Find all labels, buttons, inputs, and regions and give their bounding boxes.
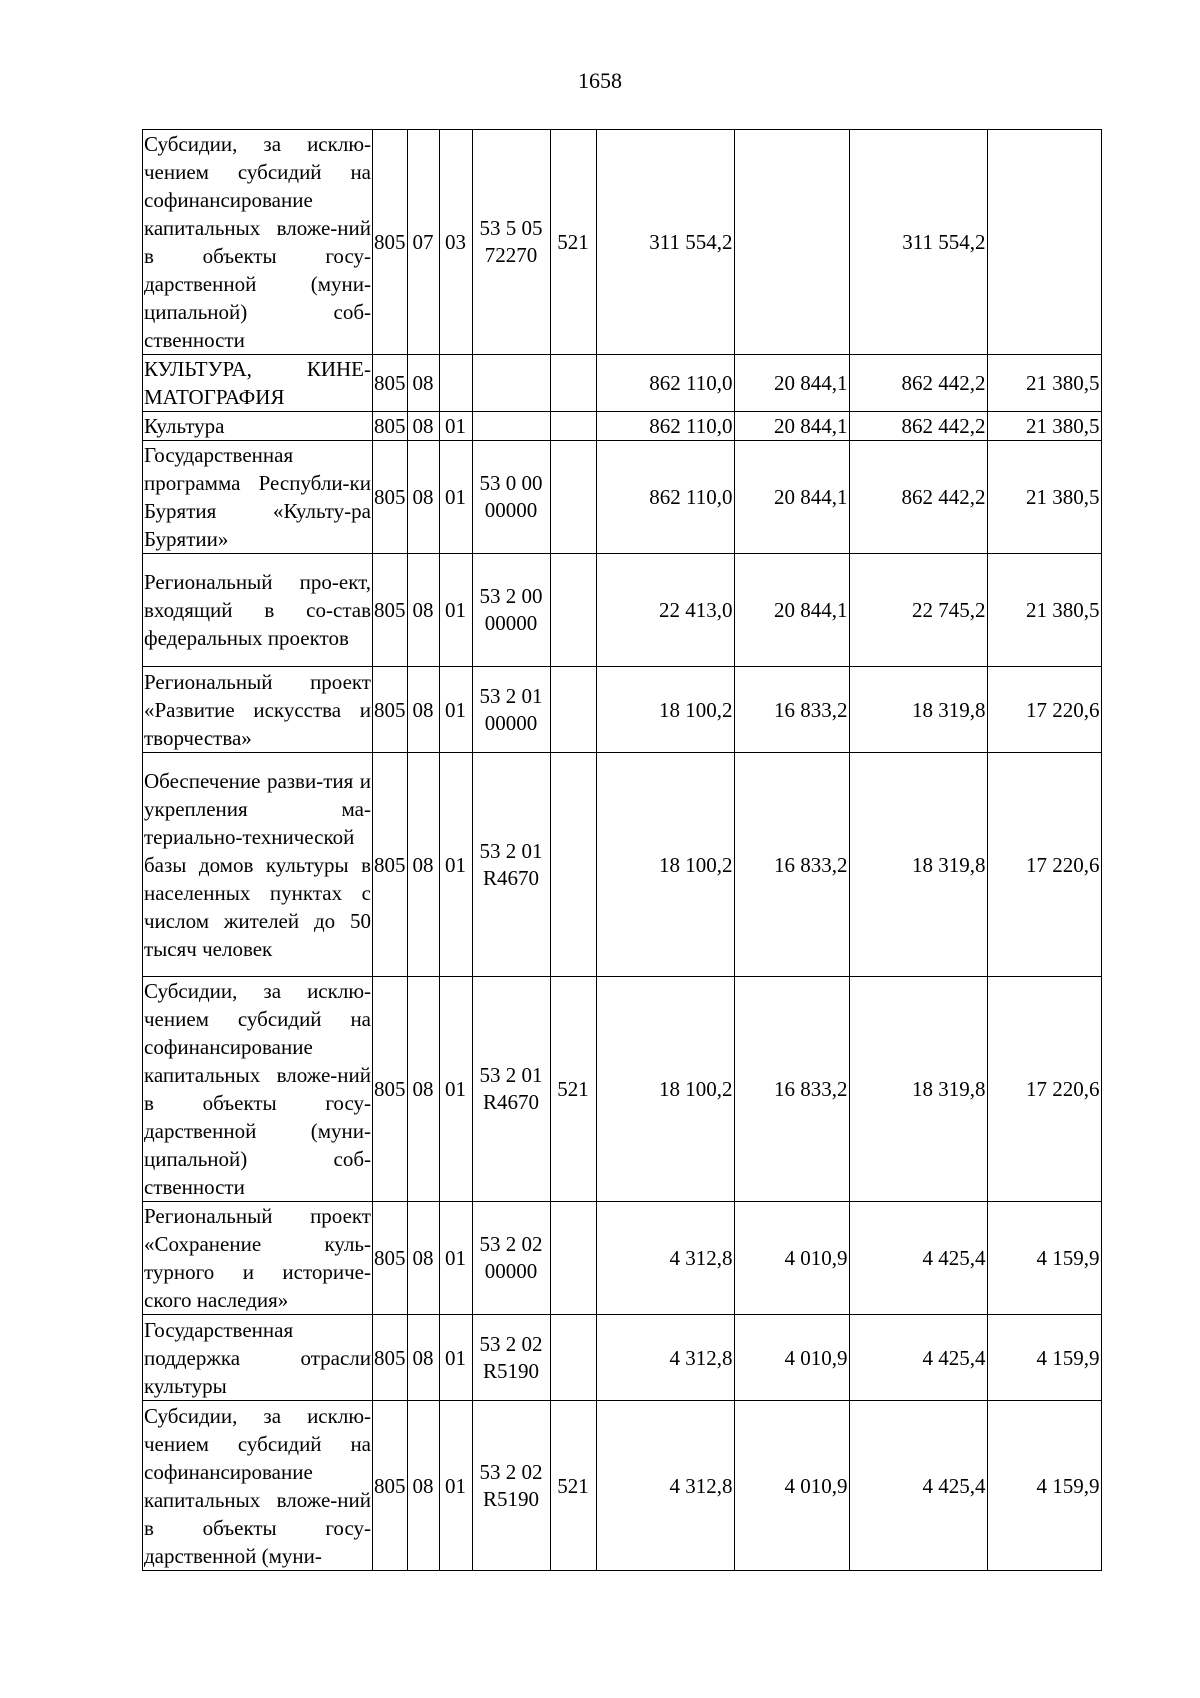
sum-2: 16 833,2 [734,753,849,977]
sum-2: 4 010,9 [734,1202,849,1315]
gr-code: 805 [373,977,408,1202]
sum-2: 20 844,1 [734,441,849,554]
csr-code: 53 2 02 R5190 [472,1401,550,1571]
rz-code: 08 [407,977,439,1202]
gr-code: 805 [373,355,408,412]
sum-4: 17 220,6 [987,753,1101,977]
row-name: Субсидии, за исклю-чением субсидий на софинансирование капитальных вложе-ний в объекты госу-дарственной (муни-ципальной) соб-ственности [143,977,373,1202]
row-name: Региональный проект «Развитие искусства и творчества» [143,667,373,753]
pr-code: 01 [439,412,472,441]
vr-code [550,753,596,977]
pr-code [439,355,472,412]
gr-code: 805 [373,1401,408,1571]
sum-1: 18 100,2 [596,753,734,977]
row-name: КУЛЬТУРА, КИНЕ-МАТОГРАФИЯ [143,355,373,412]
pr-code: 01 [439,667,472,753]
sum-3: 18 319,8 [849,753,987,977]
sum-2: 4 010,9 [734,1315,849,1401]
sum-3: 862 442,2 [849,355,987,412]
sum-3: 862 442,2 [849,441,987,554]
row-name: Региональный проект «Сохранение куль-турного и историче-ского наследия» [143,1202,373,1315]
table-row [143,441,1102,554]
rz-code: 08 [407,554,439,667]
sum-2: 20 844,1 [734,355,849,412]
rz-code: 07 [407,130,439,355]
vr-code [550,1315,596,1401]
csr-code: 53 2 01 R4670 [472,753,550,977]
table-row [143,554,1102,667]
vr-code [550,1202,596,1315]
pr-code: 01 [439,977,472,1202]
sum-3: 862 442,2 [849,412,987,441]
gr-code: 805 [373,441,408,554]
sum-3: 4 425,4 [849,1315,987,1401]
pr-code: 01 [439,441,472,554]
sum-4: 21 380,5 [987,441,1101,554]
sum-3: 311 554,2 [849,130,987,355]
table-row [143,355,1102,412]
sum-1: 18 100,2 [596,667,734,753]
row-name: Обеспечение разви-тия и укрепления ма-териально-технической базы домов культуры в населенных пунктах с числом жителей до 50 тысяч человек [143,753,373,977]
vr-code [550,441,596,554]
sum-1: 4 312,8 [596,1315,734,1401]
sum-4: 17 220,6 [987,977,1101,1202]
vr-code: 521 [550,130,596,355]
page-number: 1658 [578,68,622,93]
gr-code: 805 [373,412,408,441]
sum-1: 311 554,2 [596,130,734,355]
rz-code: 08 [407,1315,439,1401]
sum-3: 4 425,4 [849,1401,987,1571]
vr-code: 521 [550,1401,596,1571]
sum-1: 4 312,8 [596,1401,734,1571]
sum-1: 862 110,0 [596,355,734,412]
sum-4: 21 380,5 [987,355,1101,412]
table-row [143,412,1102,441]
row-name: Государственная поддержка отрасли культуры [143,1315,373,1401]
gr-code: 805 [373,667,408,753]
row-name: Государственная программа Республи-ки Бурятия «Культу-ра Бурятии» [143,441,373,554]
gr-code: 805 [373,1202,408,1315]
row-name: Субсидии, за исклю-чением субсидий на софинансирование капитальных вложе-ний в объекты госу-дарственной (муни-ципальной) соб-ственности [143,130,373,355]
rz-code: 08 [407,667,439,753]
csr-code [472,355,550,412]
row-name: Субсидии, за исклю-чением субсидий на софинансирование капитальных вложе-ний в объекты госу-дарственной (муни- [143,1401,373,1571]
gr-code: 805 [373,130,408,355]
sum-4: 4 159,9 [987,1315,1101,1401]
table-row [143,753,1102,977]
sum-2: 20 844,1 [734,412,849,441]
table-row [143,1401,1102,1571]
sum-4: 4 159,9 [987,1202,1101,1315]
sum-4: 4 159,9 [987,1401,1101,1571]
csr-code: 53 2 01 R4670 [472,977,550,1202]
rz-code: 08 [407,412,439,441]
pr-code: 01 [439,554,472,667]
sum-2: 16 833,2 [734,667,849,753]
sum-3: 18 319,8 [849,667,987,753]
sum-2: 16 833,2 [734,977,849,1202]
vr-code: 521 [550,977,596,1202]
gr-code: 805 [373,1315,408,1401]
table-row [143,130,1102,355]
rz-code: 08 [407,1202,439,1315]
sum-3: 22 745,2 [849,554,987,667]
rz-code: 08 [407,1401,439,1571]
row-name: Региональный про-ект, входящий в со-став федеральных проектов [143,554,373,667]
pr-code: 01 [439,1202,472,1315]
csr-code: 53 5 05 72270 [472,130,550,355]
budget-table [142,129,1102,1571]
table-row [143,1315,1102,1401]
csr-code: 53 2 02 R5190 [472,1315,550,1401]
sum-1: 862 110,0 [596,412,734,441]
rz-code: 08 [407,355,439,412]
sum-2: 4 010,9 [734,1401,849,1571]
sum-1: 862 110,0 [596,441,734,554]
gr-code: 805 [373,554,408,667]
sum-4: 21 380,5 [987,554,1101,667]
pr-code: 01 [439,1315,472,1401]
gr-code: 805 [373,753,408,977]
csr-code: 53 0 00 00000 [472,441,550,554]
sum-4: 21 380,5 [987,412,1101,441]
vr-code [550,412,596,441]
pr-code: 01 [439,1401,472,1571]
sum-4 [987,130,1101,355]
vr-code [550,355,596,412]
table-row [143,667,1102,753]
vr-code [550,554,596,667]
csr-code [472,412,550,441]
csr-code: 53 2 00 00000 [472,554,550,667]
row-name: Культура [143,412,373,441]
table-row [143,977,1102,1202]
sum-3: 18 319,8 [849,977,987,1202]
sum-1: 4 312,8 [596,1202,734,1315]
sum-4: 17 220,6 [987,667,1101,753]
vr-code [550,667,596,753]
pr-code: 03 [439,130,472,355]
sum-1: 22 413,0 [596,554,734,667]
table-row [143,1202,1102,1315]
csr-code: 53 2 01 00000 [472,667,550,753]
sum-2 [734,130,849,355]
csr-code: 53 2 02 00000 [472,1202,550,1315]
sum-1: 18 100,2 [596,977,734,1202]
sum-3: 4 425,4 [849,1202,987,1315]
rz-code: 08 [407,441,439,554]
rz-code: 08 [407,753,439,977]
sum-2: 20 844,1 [734,554,849,667]
pr-code: 01 [439,753,472,977]
